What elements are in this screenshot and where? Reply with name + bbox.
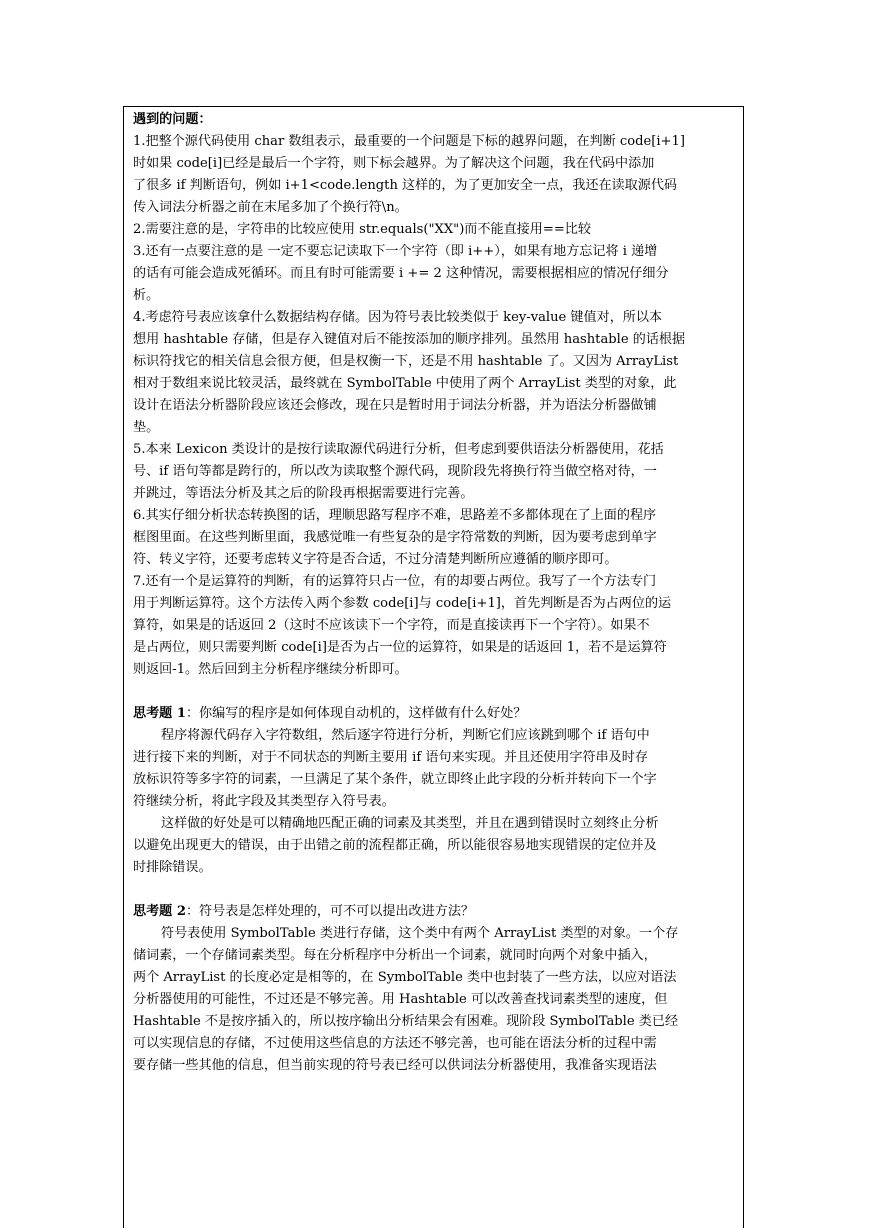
text-line: 设计在语法分析器阶段应该还会修改，现在只是暂时用于词法分析器，并为语法分析器做铺 xyxy=(133,398,657,413)
text-line: 符、转义字符，还要考虑转义字符是否合适，不过分清楚判断所应遵循的顺序即可。 xyxy=(133,552,618,567)
text-line: 框图里面。在这些判断里面，我感觉唯一有些复杂的是字符常数的判断，因为要考虑到单字 xyxy=(133,530,657,545)
text-line: 6.其实仔细分析状态转换图的话，理顺思路写程序不难，思路差不多都体现在了上面的程序 xyxy=(133,508,657,523)
text-line: 则返回-1。然后回到主分析程序继续分析即可。 xyxy=(133,662,408,677)
text-line: 5.本来 Lexicon 类设计的是按行读取源代码进行分析，但考虑到要供语法分析器使用，花括 xyxy=(133,442,664,457)
text-line: 1.把整个源代码使用 char 数组表示，最重要的一个问题是下标的越界问题，在判断 code[i+1] xyxy=(133,134,685,149)
text-line: 析。 xyxy=(133,288,160,303)
text-line: Hashtable 不是按序插入的，所以按序输出分析结果会有困难。现阶段 SymbolTable 类已经 xyxy=(133,1014,679,1029)
text-line: 传入词法分析器之前在末尾多加了个换行符\n。 xyxy=(133,200,408,215)
text-line: 时如果 code[i]已经是最后一个字符，则下标会越界。为了解决这个问题，我在代码中添加 xyxy=(133,156,655,171)
text-line: 并跳过，等语法分析及其之后的阶段再根据需要进行完善。 xyxy=(133,486,474,501)
q1-paragraph-2 xyxy=(133,813,737,879)
issues-list xyxy=(133,131,737,681)
text-line: 7.还有一个是运算符的判断，有的运算符只占一位，有的却要占两位。我写了一个方法专门 xyxy=(133,574,657,589)
text-line: 的话有可能会造成死循环。而且有时可能需要 i += 2 这种情况，需要根据相应的情况仔细分 xyxy=(133,266,669,281)
q1-question: ：你编写的程序是如何体现自动机的，这样做有什么好处？ xyxy=(185,706,527,721)
q2-question: ：符号表是怎样处理的，可不可以提出改进方法？ xyxy=(185,904,475,919)
text-line: 是占两位，则只需要判断 code[i]是否为占一位的运算符，如果是的话返回 1，若不是运算符 xyxy=(133,640,667,655)
q2-label: 思考题 2 xyxy=(133,904,186,919)
q1-title-line xyxy=(133,703,737,725)
text-line: 了很多 if 判断语句，例如 i+1<code.length 这样的，为了更加安全一点，我还在读取源代码 xyxy=(133,178,678,193)
text-line: 程序将源代码存入字符数组，然后逐字符进行分析，判断它们应该跳到哪个 if 语句中 xyxy=(161,728,650,743)
q2-paragraph-1 xyxy=(133,923,737,1077)
text-line: 符继续分析，将此字段及其类型存入符号表。 xyxy=(133,794,395,809)
report-table-cell xyxy=(123,106,744,1228)
text-line: 两个 ArrayList 的长度必定是相等的，在 SymbolTable 类中也封装了一些方法，以应对语法 xyxy=(133,970,677,985)
text-line: 垫。 xyxy=(133,420,160,435)
text-line: 可以实现信息的存储，不过使用这些信息的方法还不够完善，也可能在语法分析的过程中需 xyxy=(133,1036,657,1051)
text-line: 符号表使用 SymbolTable 类进行存储，这个类中有两个 ArrayList 类型的对象。一个存 xyxy=(161,926,679,941)
text-line: 3.还有一点要注意的是 一定不要忘记读取下一个字符（即 i++），如果有地方忘记将 i 递增 xyxy=(133,244,658,259)
text-line: 时排除错误。 xyxy=(133,860,212,875)
spacer xyxy=(133,681,737,703)
text-line: 号、if 语句等都是跨行的，所以改为读取整个源代码，现阶段先将换行符当做空格对待，一 xyxy=(133,464,657,479)
text-line: 以避免出现更大的错误，由于出错之前的流程都正确，所以能很容易地实现错误的定位并及 xyxy=(133,838,657,853)
text-line: 2.需要注意的是，字符串的比较应使用 str.equals("XX")而不能直接用==比较 xyxy=(133,222,591,237)
text-line: 储词素，一个存储词素类型。每在分析程序中分析出一个词素，就同时向两个对象中插入， xyxy=(133,948,657,963)
text-line: 标识符找它的相关信息会很方便，但是权衡一下，还是不用 hashtable 了。又因为 ArrayList xyxy=(133,354,679,369)
text-line: 要存储一些其他的信息，但当前实现的符号表已经可以供词法分析器使用，我准备实现语法 xyxy=(133,1058,657,1073)
text-line: 想用 hashtable 存储，但是存入键值对后不能按添加的顺序排列。虽然用 hashtable 的话根据 xyxy=(133,332,686,347)
issues-heading: 遇到的问题： xyxy=(133,112,212,127)
text-line: 分析器使用的可能性，不过还是不够完善。用 Hashtable 可以改善查找词素类型的速度，但 xyxy=(133,992,668,1007)
report-content xyxy=(133,109,737,1077)
spacer xyxy=(133,879,737,901)
q1-paragraph-1 xyxy=(133,725,737,813)
text-line: 4.考虑符号表应该拿什么数据结构存储。因为符号表比较类似于 key-value 键值对，所以本 xyxy=(133,310,663,325)
text-line: 算符，如果是的话返回 2（这时不应该读下一个字符，而是直接读再下一个字符）。如果不 xyxy=(133,618,650,633)
text-line: 相对于数组来说比较灵活，最终就在 SymbolTable 中使用了两个 ArrayList 类型的对象，此 xyxy=(133,376,677,391)
text-line: 进行接下来的判断，对于不同状态的判断主要用 if 语句来实现。并且还使用字符串及时存 xyxy=(133,750,648,765)
text-line: 这样做的好处是可以精确地匹配正确的词素及其类型，并且在遇到错误时立刻终止分析 xyxy=(161,816,659,831)
q2-title-line xyxy=(133,901,737,923)
text-line: 用于判断运算符。这个方法传入两个参数 code[i]与 code[i+1]，首先判断是否为占两位的运 xyxy=(133,596,672,611)
text-line: 放标识符等多字符的词素，一旦满足了某个条件，就立即终止此字段的分析并转向下一个字 xyxy=(133,772,657,787)
q1-label: 思考题 1 xyxy=(133,706,186,721)
